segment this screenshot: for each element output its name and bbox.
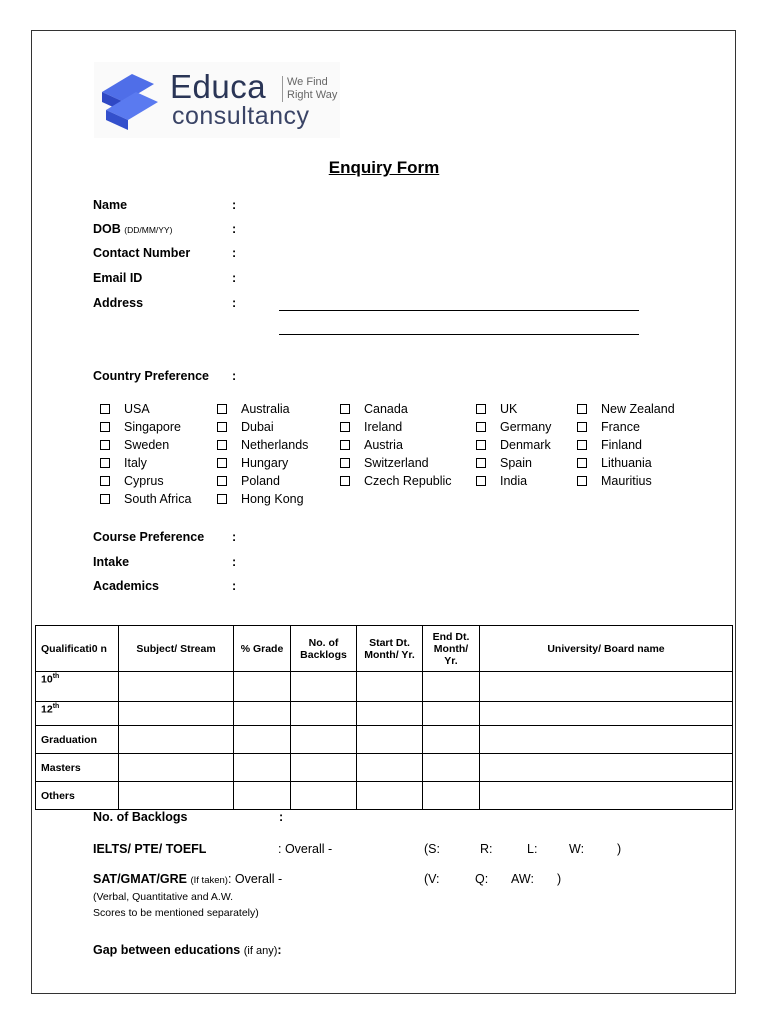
country-new-zealand[interactable]: New Zealand [577,402,675,416]
country-south-africa[interactable]: South Africa [100,492,191,506]
checkbox-icon[interactable] [340,476,350,486]
country-usa[interactable]: USA [100,402,150,416]
ielts-label: IELTS/ PTE/ TOEFL [93,842,207,856]
checkbox-icon[interactable] [577,476,587,486]
table-cell[interactable] [357,702,423,726]
tagline [282,76,337,102]
table-cell[interactable] [480,672,733,702]
sat-close: ) [557,872,562,886]
sat-if-taken: (If taken) [190,875,228,886]
checkbox-icon[interactable] [476,476,486,486]
table-row [36,702,733,726]
address-line-2[interactable] [279,322,639,335]
country-austria[interactable]: Austria [340,438,403,452]
table-cell[interactable] [291,672,357,702]
brand-name: Educa [170,68,267,105]
country-spain[interactable]: Spain [476,456,532,470]
table-cell[interactable] [234,754,291,782]
table-row [36,782,733,810]
country-cyprus[interactable]: Cyprus [100,474,164,488]
header-grade: % Grade [234,626,291,672]
course-preference-label: Course Preference [93,530,205,544]
country-finland[interactable]: Finland [577,438,642,452]
academics-colon: : [232,579,237,593]
email-label: Email ID [93,271,143,285]
table-cell[interactable] [423,726,480,754]
course-preference-colon: : [232,530,237,544]
table-cell[interactable] [423,672,480,702]
sat-v: (V: [424,872,440,886]
intake-label: Intake [93,555,130,569]
brand-subtitle: consultancy [172,102,310,130]
sat-note-line-2: Scores to be mentioned separately) [93,907,259,919]
country-poland[interactable]: Poland [217,474,280,488]
gap-label: Gap between educations (if any): [93,943,282,957]
name-colon: : [232,198,237,212]
educa-mark-icon [98,70,162,132]
table-cell[interactable] [119,782,234,810]
checkbox-icon[interactable] [100,494,110,504]
country-mauritius[interactable]: Mauritius [577,474,652,488]
table-cell[interactable] [480,782,733,810]
table-cell[interactable] [357,672,423,702]
country-hong-kong[interactable]: Hong Kong [217,492,304,506]
header-qualification: Qualificati0 n [36,626,119,672]
ielts-s: (S: [424,842,440,856]
table-cell[interactable] [291,782,357,810]
table-cell[interactable] [234,672,291,702]
gap-if-any: (if any) [243,945,278,957]
table-cell[interactable] [119,672,234,702]
table-cell[interactable] [119,702,234,726]
table-row [36,672,733,702]
sat-overall: : Overall - [227,872,283,886]
country-lithuania[interactable]: Lithuania [577,456,652,470]
table-cell[interactable] [480,754,733,782]
checkbox-icon[interactable] [577,404,587,414]
intake-colon: : [232,555,237,569]
contact-colon: : [232,246,237,260]
checkbox-icon[interactable] [217,422,227,432]
country-netherlands[interactable]: Netherlands [217,438,308,452]
ielts-overall: : Overall - [278,842,333,856]
country-australia[interactable]: Australia [217,402,290,416]
table-cell[interactable] [423,782,480,810]
checkbox-icon[interactable] [476,422,486,432]
ielts-close: ) [617,842,622,856]
header-subject: Subject/ Stream [119,626,234,672]
checkbox-icon[interactable] [340,458,350,468]
checkbox-icon[interactable] [100,458,110,468]
country-canada[interactable]: Canada [340,402,408,416]
address-line-1[interactable] [279,298,639,311]
tagline-line-2: Right Way [287,89,338,101]
contact-label: Contact Number [93,246,191,260]
table-cell[interactable] [119,754,234,782]
header-university: University/ Board name [480,626,733,672]
country-uk[interactable]: UK [476,402,517,416]
table-cell[interactable] [119,726,234,754]
table-cell[interactable] [291,702,357,726]
name-label: Name [93,198,128,212]
country-italy[interactable]: Italy [100,456,147,470]
checkbox-icon[interactable] [100,476,110,486]
country-india[interactable]: India [476,474,527,488]
table-cell[interactable] [291,754,357,782]
sat-q: Q: [475,872,489,886]
country-switzerland[interactable]: Switzerland [340,456,429,470]
table-cell[interactable] [423,754,480,782]
dob-colon: : [232,222,237,236]
country-germany[interactable]: Germany [476,420,551,434]
checkbox-icon[interactable] [476,458,486,468]
table-cell[interactable] [291,726,357,754]
ielts-l: L: [527,842,538,856]
sat-note-line-1: (Verbal, Quantitative and A.W. [93,891,234,903]
country-ireland[interactable]: Ireland [340,420,402,434]
country-singapore[interactable]: Singapore [100,420,181,434]
checkbox-icon[interactable] [340,422,350,432]
ielts-r: R: [480,842,493,856]
row-label-12th: 12th [36,702,119,726]
tagline-line-1: We Find [287,76,328,88]
form-title: Enquiry Form [328,158,440,177]
table-cell[interactable] [357,726,423,754]
checkbox-icon[interactable] [217,404,227,414]
table-cell[interactable] [480,702,733,726]
country-preference-colon: : [232,369,237,383]
address-colon: : [232,296,237,310]
checkbox-icon[interactable] [217,494,227,504]
header-end-date: End Dt. Month/ Yr. [423,626,480,672]
dob-label: DOB (DD/MM/YY) [93,222,173,236]
header-start-date: Start Dt. Month/ Yr. [357,626,423,672]
table-cell[interactable] [234,702,291,726]
country-sweden[interactable]: Sweden [100,438,169,452]
sat-note [93,889,259,921]
checkbox-icon[interactable] [100,404,110,414]
table-header-row [36,626,733,672]
country-denmark[interactable]: Denmark [476,438,551,452]
checkbox-icon[interactable] [100,422,110,432]
dob-hint: (DD/MM/YY) [124,225,173,235]
checkbox-icon[interactable] [340,404,350,414]
address-label: Address [93,296,144,310]
checkbox-icon[interactable] [577,458,587,468]
table-row [36,726,733,754]
country-preference-label: Country Preference [93,369,210,383]
checkbox-icon[interactable] [476,404,486,414]
checkbox-icon[interactable] [340,440,350,450]
email-colon: : [232,271,237,285]
table-cell[interactable] [480,726,733,754]
checkbox-icon[interactable] [577,422,587,432]
row-label-10th: 10th [36,672,119,702]
educa-logo [94,62,340,138]
table-cell[interactable] [423,702,480,726]
sat-aw: AW: [511,872,534,886]
checkbox-icon[interactable] [100,440,110,450]
row-label-others: Others [36,782,119,810]
backlogs-colon: : [279,810,284,824]
row-label-masters: Masters [36,754,119,782]
table-cell[interactable] [234,726,291,754]
country-hungary[interactable]: Hungary [217,456,288,470]
country-czech-republic[interactable]: Czech Republic [340,474,452,488]
table-cell[interactable] [234,782,291,810]
academics-table [35,625,733,810]
sat-label: SAT/GMAT/GRE (If taken): Overall - [93,872,283,886]
checkbox-icon[interactable] [217,476,227,486]
checkbox-icon[interactable] [217,458,227,468]
backlogs-label: No. of Backlogs [93,810,188,824]
table-row [36,754,733,782]
academics-label: Academics [93,579,160,593]
checkbox-icon[interactable] [217,440,227,450]
ielts-w: W: [569,842,585,856]
country-dubai[interactable]: Dubai [217,420,274,434]
header-backlogs: No. of Backlogs [291,626,357,672]
row-label-graduation: Graduation [36,726,119,754]
checkbox-icon[interactable] [476,440,486,450]
checkbox-icon[interactable] [577,440,587,450]
table-cell[interactable] [357,754,423,782]
country-france[interactable]: France [577,420,640,434]
table-cell[interactable] [357,782,423,810]
